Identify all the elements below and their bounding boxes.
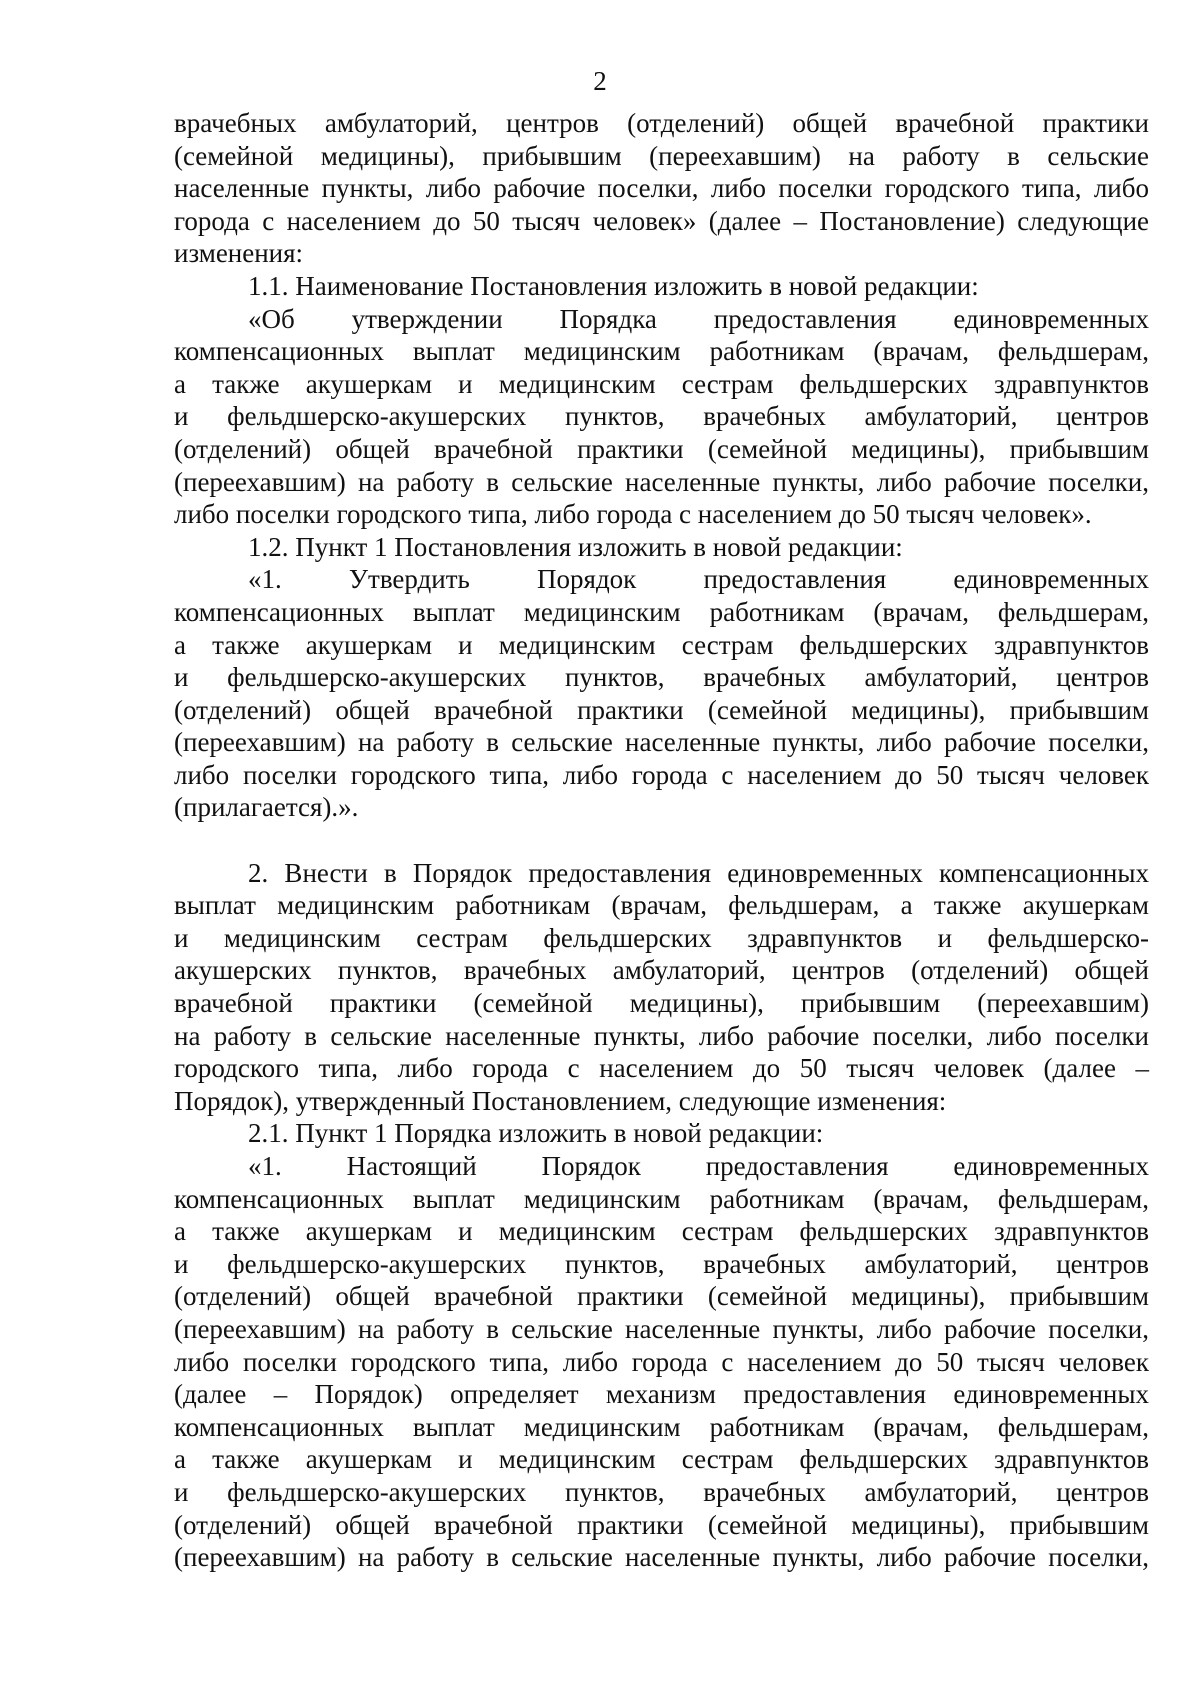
text-line: городского типа, либо города с населением до 50 тысяч человек (далее – (174, 1053, 1149, 1084)
text-line: и фельдшерско-акушерских пунктов, врачебных амбулаторий, центров (174, 401, 1149, 432)
text-line: (отделений) общей врачебной практики (семейной медицины), прибывшим (174, 1281, 1149, 1312)
document-body (174, 107, 1149, 1574)
text-line: компенсационных выплат медицинским работникам (врачам, фельдшерам, (174, 1411, 1149, 1442)
text-line: компенсационных выплат медицинским работникам (врачам, фельдшерам, (174, 596, 1149, 627)
quoted-order-item-1 (174, 1150, 1149, 1574)
text-line: врачебной практики (семейной медицины), прибывшим (переехавшим) (174, 988, 1149, 1019)
blank-line (174, 824, 1149, 857)
text-line: и фельдшерско-акушерских пунктов, врачебных амбулаторий, центров (174, 1248, 1149, 1279)
text-line: (далее – Порядок) определяет механизм предоставления единовременных (174, 1379, 1149, 1410)
text-line: и медицинским сестрам фельдшерских здравпунктов и фельдшерско- (174, 922, 1149, 953)
text-line: 2.1. Пункт 1 Порядка изложить в новой редакции: (248, 1118, 824, 1149)
text-line: (отделений) общей врачебной практики (семейной медицины), прибывшим (174, 433, 1149, 464)
clause-2 (174, 857, 1149, 1118)
text-line: населенные пункты, либо рабочие поселки, либо поселки городского типа, либо (174, 173, 1149, 204)
text-line: города с населением до 50 тысяч человек» (далее – Постановление) следующие (174, 205, 1149, 236)
text-line: а также акушеркам и медицинским сестрам фельдшерских здравпунктов (174, 629, 1149, 660)
clause-1-1 (174, 270, 1149, 303)
text-line: акушерских пунктов, врачебных амбулаторий, центров (отделений) общей (174, 955, 1149, 986)
quoted-item-1 (174, 563, 1149, 824)
page-number: 2 (593, 66, 607, 96)
text-line: выплат медицинским работникам (врачам, фельдшерам, а также акушеркам (174, 890, 1149, 921)
text-line: а также акушеркам и медицинским сестрам фельдшерских здравпунктов (174, 368, 1149, 399)
text-line: врачебных амбулаторий, центров (отделений) общей врачебной практики (174, 108, 1149, 138)
clause-1-2 (174, 531, 1149, 564)
text-line: 1.1. Наименование Постановления изложить в новой редакции: (248, 270, 979, 301)
text-line: и фельдшерско-акушерских пунктов, врачебных амбулаторий, центров (174, 1476, 1149, 1507)
text-line: (прилагается).». (174, 792, 359, 823)
text-line: и фельдшерско-акушерских пунктов, врачебных амбулаторий, центров (174, 662, 1149, 693)
text-line: (семейной медицины), прибывшим (переехавшим) на работу в сельские (174, 140, 1149, 171)
text-line: либо поселки городского типа, либо города с населением до 50 тысяч человек». (174, 499, 1092, 530)
text-line: (переехавшим) на работу в сельские населенные пункты, либо рабочие поселки, (174, 1542, 1149, 1573)
text-line: компенсационных выплат медицинским работникам (врачам, фельдшерам, (174, 1183, 1149, 1214)
text-line: а также акушеркам и медицинским сестрам фельдшерских здравпунктов (174, 1444, 1149, 1475)
text-line: компенсационных выплат медицинским работникам (врачам, фельдшерам, (174, 336, 1149, 367)
text-line: (переехавшим) на работу в сельские населенные пункты, либо рабочие поселки, (174, 1313, 1149, 1344)
paragraph-continuation (174, 107, 1149, 270)
text-line: либо поселки городского типа, либо города с населением до 50 тысяч человек (174, 759, 1149, 790)
text-line: 2. Внести в Порядок предоставления единовременных компенсационных (248, 857, 1149, 888)
text-line: (переехавшим) на работу в сельские населенные пункты, либо рабочие поселки, (174, 466, 1149, 497)
text-line: «Об утверждении Порядка предоставления единовременных (248, 303, 1149, 334)
text-line: либо поселки городского типа, либо города с населением до 50 тысяч человек (174, 1346, 1149, 1377)
text-line: (отделений) общей врачебной практики (семейной медицины), прибывшим (174, 694, 1149, 725)
clause-2-1 (174, 1117, 1149, 1150)
quoted-title (174, 303, 1149, 531)
text-line: а также акушеркам и медицинским сестрам фельдшерских здравпунктов (174, 1216, 1149, 1247)
text-line: (переехавшим) на работу в сельские населенные пункты, либо рабочие поселки, (174, 727, 1149, 758)
text-line: 1.2. Пункт 1 Постановления изложить в новой редакции: (248, 531, 903, 562)
text-line: Порядок), утвержденный Постановлением, следующие изменения: (174, 1085, 947, 1116)
text-line: «1. Утвердить Порядок предоставления единовременных (248, 564, 1149, 595)
text-line: на работу в сельские населенные пункты, либо рабочие поселки, либо поселки (174, 1020, 1149, 1051)
text-line: (отделений) общей врачебной практики (семейной медицины), прибывшим (174, 1509, 1149, 1540)
text-line: изменения: (174, 238, 304, 269)
text-line: «1. Настоящий Порядок предоставления единовременных (248, 1151, 1149, 1181)
